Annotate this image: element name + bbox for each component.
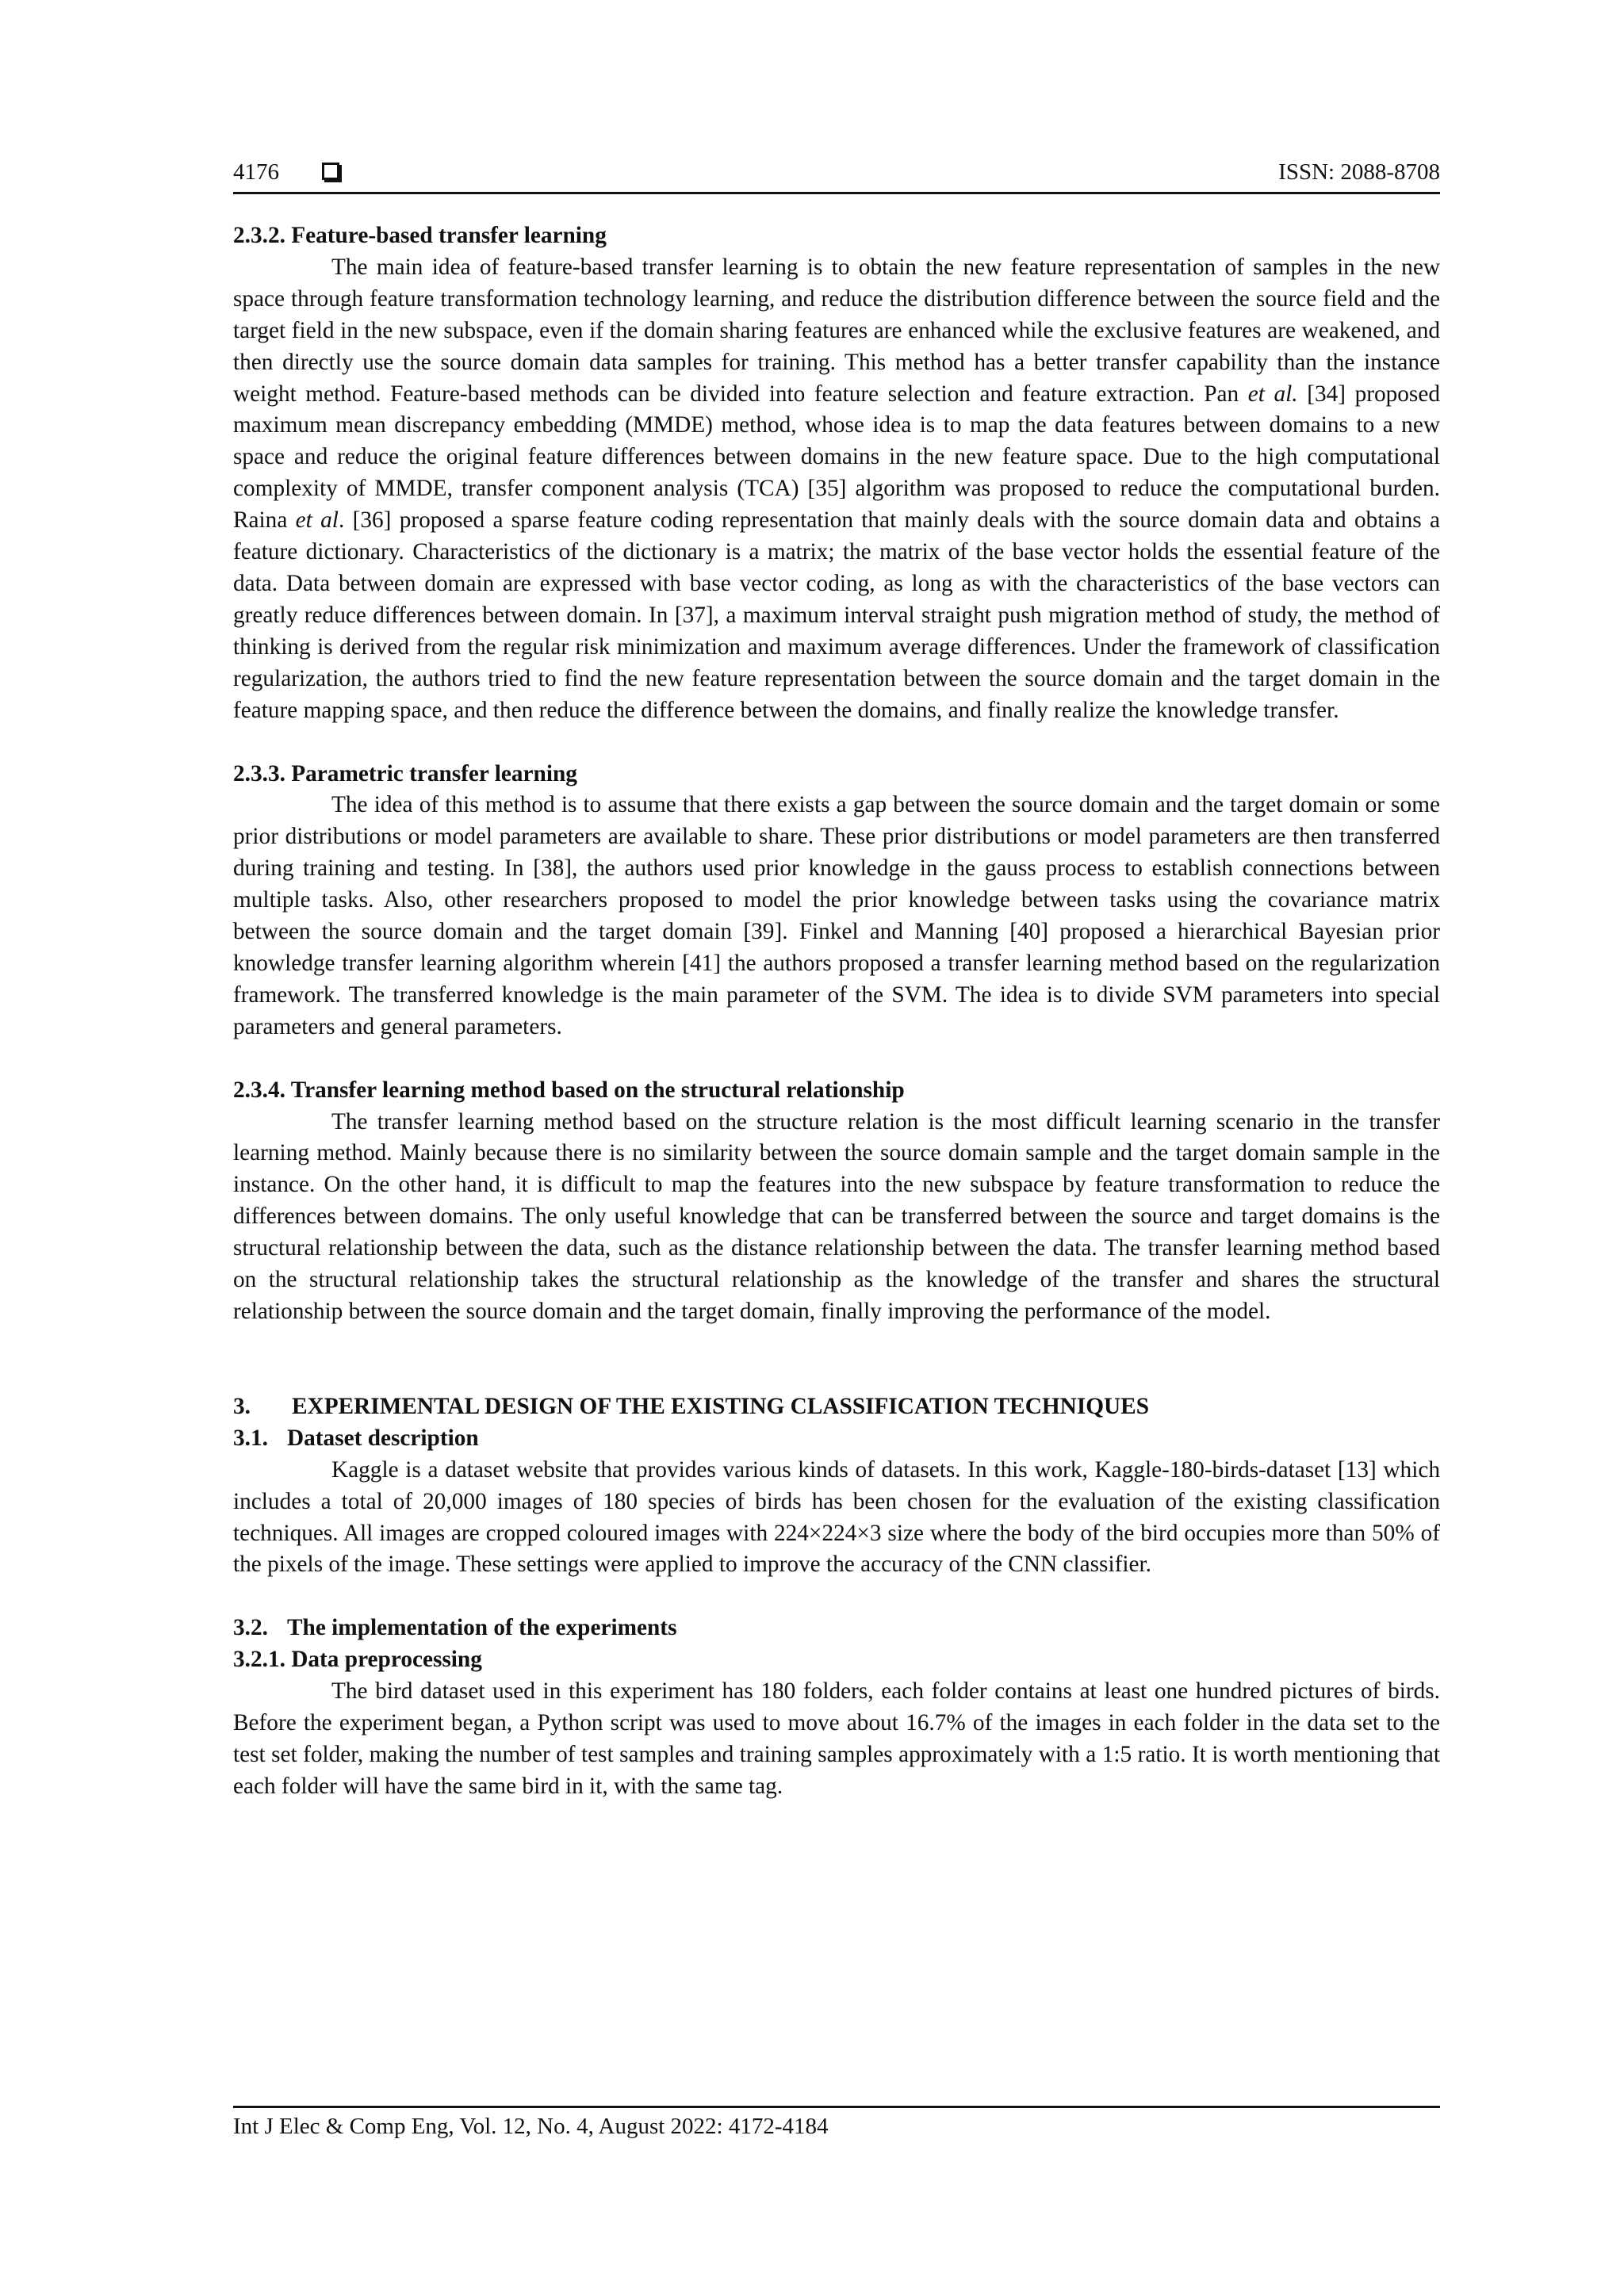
heading-3-2-1: 3.2.1. Data preprocessing — [233, 1647, 482, 1673]
heading-2-3-2: 2.3.2. Feature-based transfer learning — [233, 223, 607, 248]
paragraph-feature-based — [233, 252, 1440, 727]
section-number: 3.2. — [233, 1615, 268, 1641]
heading-3-1 — [233, 1423, 1440, 1455]
paragraph-preprocessing: The bird dataset used in this experiment has 180 folders, each folder contains at least one hundred pictures of birds. Before the experiment began, a Python script was used to move about 16.7% of the images in each folder in the data set to the test set folder, making the number of test samples and training samples approximately with a 1:5 ratio. It is worth mentioning that each folder will have the same bird in it, with the same tag. — [233, 1678, 1440, 1799]
page-header — [233, 155, 1440, 189]
header-rule — [233, 192, 1440, 194]
heading-2-3-3: 2.3.3. Parametric transfer learning — [233, 760, 577, 786]
section-number: 3. — [233, 1393, 251, 1419]
page-footer: Int J Elec & Comp Eng, Vol. 12, No. 4, August 2022: 4172-4184 — [233, 2114, 829, 2139]
heading-section-3 — [233, 1391, 1440, 1423]
text-run: . [36] proposed a sparse feature coding representation that mainly deals with the source domain data and obtains a feature dictionary. Characteristics of the dictionary is a matrix; the matrix of the base vector holds the essential feature of the data. Data between domain are expressed with base vector coding, as long as with the characteristics of the base vectors can greatly reduce differences between domain. In [37], a maximum interval straight push migration method of study, the method of thinking is derived from the regular risk minimization and maximum average differences. Under the framework of classification regularization, the authors tried to find the new feature representation between the source domain and the target domain in the feature mapping space, and then reduce the difference between the domains, and finally realize the knowledge transfer. — [233, 507, 1440, 723]
section-title: The implementation of the experiments — [287, 1615, 677, 1641]
paragraph-structural: The transfer learning method based on the structure relation is the most difficult learning scenario in the transfer learning method. Mainly because there is no similarity between the source domain sample and the target domain sample in the instance. On the other hand, it is difficult to map the features into the new subspace by feature transformation to reduce the differences between domains. The only useful knowledge that can be transferred between the source and target domains is the structural relationship between the data, such as the distance relationship between the data. The transfer learning method based on the structural relationship takes the structural relationship as the knowledge of the transfer and shares the structural relationship between the source domain and the target domain, finally improving the performance of the model. — [233, 1108, 1440, 1324]
italic-run: et al — [295, 507, 339, 534]
text-run: The main idea of feature-based transfer learning is to obtain the new feature representation of samples in the new space through feature transformation technology learning, and reduce the distribution difference between the source field and the target field in the new subspace, even if the domain sharing features are enhanced while the exclusive features are weakened, and then directly use the source domain data samples for training. This method has a better transfer capability than the instance weight method. Feature-based methods can be divided into feature selection and feature extraction. Pan — [233, 254, 1440, 407]
journal-page — [233, 155, 1440, 2217]
body-content — [233, 220, 1440, 1803]
heading-2-3-4: 2.3.4. Transfer learning method based on the structural relationship — [233, 1077, 905, 1103]
paragraph-dataset: Kaggle is a dataset website that provides various kinds of datasets. In this work, Kaggle-180-birds-dataset [13] which includes a total of 20,000 images of 180 species of birds has been chosen for the evaluation of the existing classification techniques. All images are cropped coloured images with 224×224×3 size where the body of the bird occupies more than 50% of the pixels of the image. These settings were applied to improve the accuracy of the CNN classifier. — [233, 1456, 1440, 1578]
section-title: EXPERIMENTAL DESIGN OF THE EXISTING CLASSIFICATION TECHNIQUES — [292, 1393, 1149, 1419]
section-title: Dataset description — [287, 1425, 479, 1451]
issn-label: ISSN: 2088-8708 — [1278, 159, 1440, 185]
section-number: 3.1. — [233, 1425, 268, 1451]
heading-3-2 — [233, 1613, 1440, 1644]
checkbox-square-icon — [322, 163, 339, 180]
page-number: 4176 — [233, 159, 279, 185]
paragraph-parametric: The idea of this method is to assume that there exists a gap between the source domain and the target domain or some prior distributions or model parameters are available to share. These prior distributions or model parameters are then transferred during training and testing. In [38], the authors used prior knowledge in the gauss process to establish connections between multiple tasks. Also, other researchers proposed to model the prior knowledge between tasks using the covariance matrix between the source domain and the target domain [39]. Finkel and Manning [40] proposed a hierarchical Bayesian prior knowledge transfer learning algorithm wherein [41] the authors proposed a transfer learning method based on the regularization framework. The transferred knowledge is the main parameter of the SVM. The idea is to divide SVM parameters into special parameters and general parameters. — [233, 792, 1440, 1039]
italic-run: et al. — [1247, 381, 1298, 407]
text-run: [34] proposed maximum mean discrepancy embedding (MMDE) method, whose idea is to map the data features between domains to a new space and reduce the original feature differences between domains in the new feature space. Due to the high computational complexity of MMDE, transfer component analysis (TCA) [35] algorithm was proposed to reduce the computational burden. Raina — [233, 381, 1440, 534]
footer-rule — [233, 2106, 1440, 2108]
